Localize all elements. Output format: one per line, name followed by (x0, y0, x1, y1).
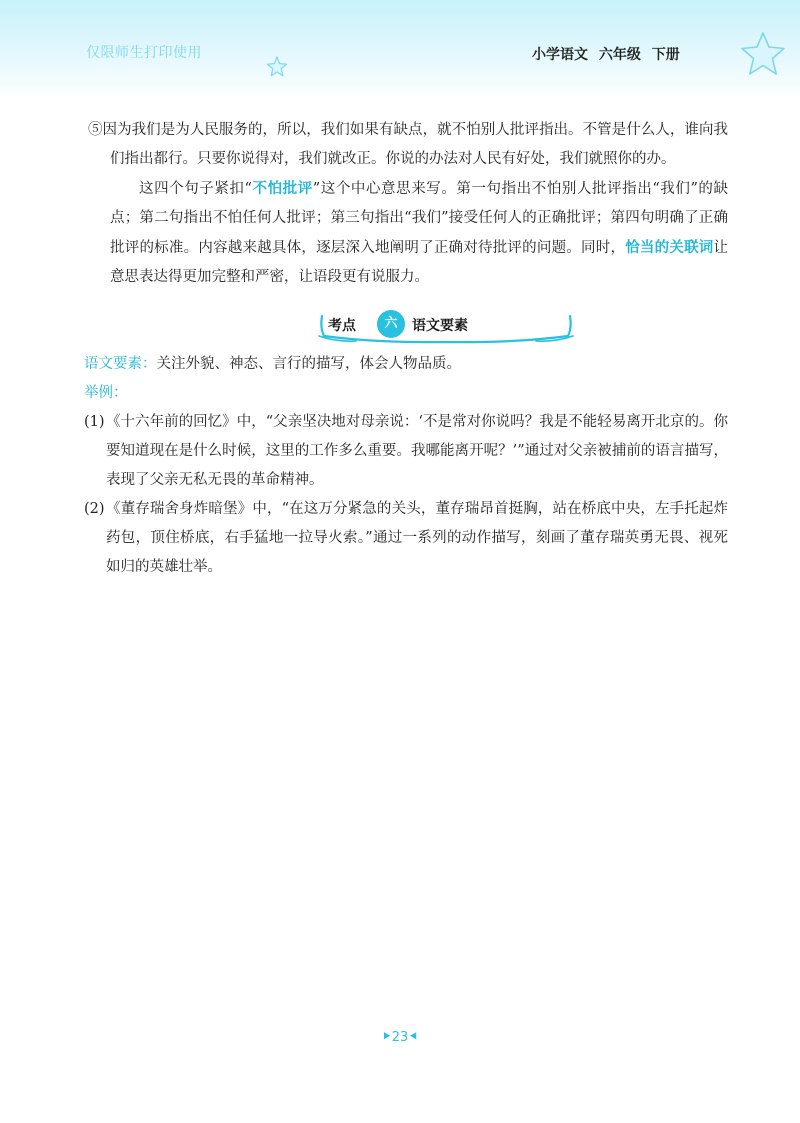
page-number-value: 23 (391, 1030, 409, 1045)
section-heading (88, 306, 728, 350)
section-label-left: 考点 (328, 318, 356, 334)
item-5-number: ⑤ (88, 122, 103, 138)
element-text: 关注外貌、神态、言行的描写，体会人物品质。 (156, 356, 461, 372)
item-5-paragraph (88, 116, 728, 174)
page-content (84, 116, 729, 582)
watermark-text: 仅限师生打印使用 (86, 45, 202, 61)
analysis-text-mid: ”这个中心意思来写。第一句指出不怕别人批评指出“我们”的缺点；第二句指出不怕任何人批评；第三句指出“我们”接受任何人的正确批评；第四句明确了正确批评的标准。内容越来越具体，逐层深入地阐明了正确对待批评的问题。同时， (110, 181, 728, 256)
example-2-text: 《董存瑞舍身炸暗堡》中，“在这万分紧急的关头，董存瑞昂首挺胸，站在桥底中央，左手托起炸药包，顶住桥底，右手猛地一拉导火索。”通过一系列的动作描写，刻画了董存瑞英勇无畏、视死如归的英雄壮举。 (106, 501, 728, 575)
book-subject-title: 小学语文 六年级 下册 (532, 47, 680, 63)
example-1-text: 《十六年前的回忆》中，“父亲坚决地对母亲说：‘不是常对你说吗？我是不能轻易离开北京的。你要知道现在是什么时候，这里的工作多么重要。我哪能离开呢？’”通过对父亲被捕前的语言描写，表现了父亲无私无畏的革命精神。 (106, 414, 728, 488)
section-number-circle: 六 (377, 310, 405, 338)
element-line (84, 350, 728, 379)
item-5-text: 因为我们是为人民服务的，所以，我们如果有缺点，就不怕别人批评指出。不管是什么人，谁向我们指出都行。只要你说得对，我们就改正。你说的办法对人民有好处，我们就照你的办。 (102, 122, 728, 167)
page-number-left-ornament: ⯈ (381, 1030, 392, 1045)
element-label: 语文要素： (84, 356, 157, 372)
highlight-keyword-2: 恰当的关联词 (625, 239, 714, 256)
analysis-text-pre: 这四个句子紧扣“ (139, 181, 252, 197)
page-number-right-ornament: ⯇ (408, 1030, 419, 1045)
analysis-text-post: 让意思表达得更加完整和严密，让语段更有说服力。 (110, 240, 729, 285)
example-2-number: (2) (84, 501, 105, 517)
example-1-number: (1) (84, 414, 105, 430)
example-item-2 (84, 495, 728, 582)
small-star-icon (266, 56, 288, 78)
large-star-icon (738, 30, 788, 80)
section-badge (316, 310, 576, 346)
section-label-right: 语文要素 (412, 318, 468, 334)
highlight-keyword-1: 不怕批评 (251, 180, 313, 197)
example-item-1 (84, 408, 728, 495)
analysis-paragraph (88, 174, 728, 292)
page-number (0, 1030, 800, 1045)
examples-label: 举例： (84, 385, 128, 401)
